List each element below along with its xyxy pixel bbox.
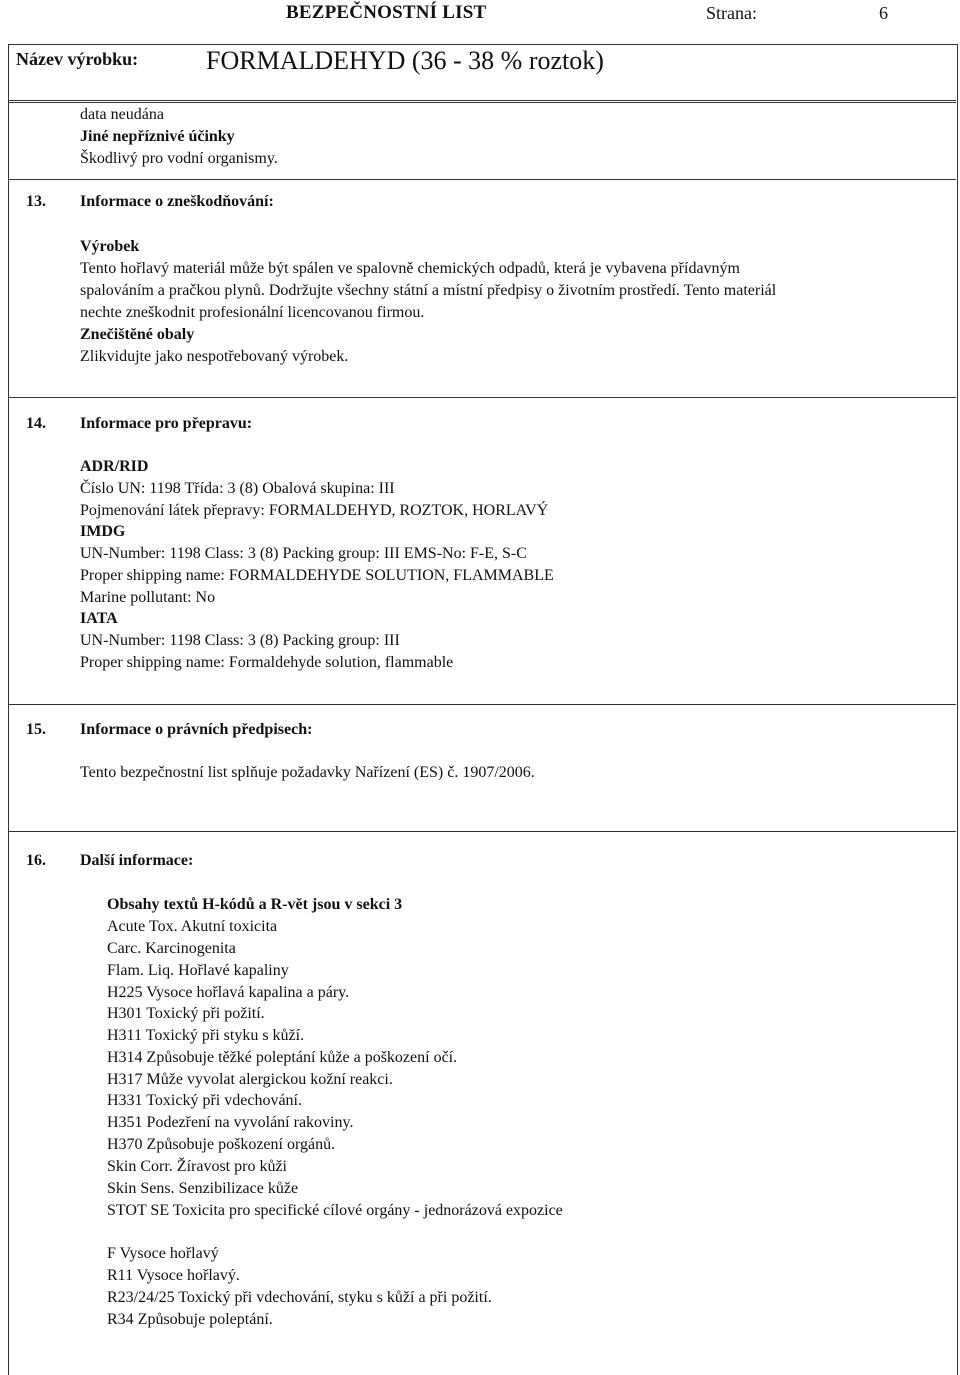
section-15-title: Informace o právních předpisech: [80, 721, 313, 738]
section-15-number: 15. [26, 721, 46, 738]
list-item: R34 Způsobuje poleptání. [107, 1311, 273, 1328]
section-13-line: Zlikvidujte jako nespotřebovaný výrobek. [80, 348, 349, 365]
list-item: H331 Toxický při vdechování. [107, 1092, 302, 1109]
section-13-line: spalováním a pračkou plynů. Dodržujte všechny státní a místní předpisy o životním prostředí. Tento materiál [80, 282, 777, 299]
list-item: STOT SE Toxicita pro specifické cílové orgány - jednorázová expozice [107, 1202, 563, 1219]
section-divider [8, 397, 956, 398]
iata-line: UN-Number: 1198 Class: 3 (8) Packing group: III [80, 632, 400, 649]
list-item: R23/24/25 Toxický při vdechování, styku s kůží a při požití. [107, 1289, 492, 1306]
imdg-heading: IMDG [80, 523, 126, 540]
list-item: H311 Toxický při styku s kůží. [107, 1027, 305, 1044]
product-name: FORMALDEHYD (36 - 38 % roztok) [206, 46, 604, 75]
section-16-subheading: Obsahy textů H-kódů a R-vět jsou v sekci 3 [107, 896, 403, 913]
section-15-line: Tento bezpečnostní list splňuje požadavky Nařízení (ES) č. 1907/2006. [80, 764, 535, 781]
intro-line: Škodlivý pro vodní organismy. [80, 150, 278, 167]
intro-line: data neudána [80, 106, 164, 123]
product-label: Název výrobku: [16, 49, 139, 69]
document-title: BEZPEČNOSTNÍ LIST [286, 2, 487, 23]
section-divider [8, 704, 956, 705]
section-13-line: Tento hořlavý materiál může být spálen ve spalovně chemických odpadů, která je vybavena přídavným [80, 260, 740, 277]
section-14-title: Informace pro přepravu: [80, 415, 253, 432]
section-16-title: Další informace: [80, 852, 194, 869]
list-item: Skin Corr. Žíravost pro kůži [107, 1158, 287, 1175]
list-item: H301 Toxický při požití. [107, 1005, 265, 1022]
section-13-title: Informace o zneškodňování: [80, 193, 274, 210]
list-item: H351 Podezření na vyvolání rakoviny. [107, 1114, 354, 1131]
section-divider [8, 831, 956, 832]
list-item: Carc. Karcinogenita [107, 940, 236, 957]
list-item: H317 Může vyvolat alergickou kožní reakci. [107, 1071, 393, 1088]
page-number: 6 [879, 3, 888, 23]
product-header-row [8, 44, 956, 103]
iata-line: Proper shipping name: Formaldehyde solution, flammable [80, 654, 454, 671]
intro-heading: Jiné nepříznivé účinky [80, 128, 235, 145]
adr-line: Pojmenování látek přepravy: FORMALDEHYD, ROZTOK, HORLAVÝ [80, 502, 549, 519]
list-item: Skin Sens. Senzibilizace kůže [107, 1180, 299, 1197]
list-item: H225 Vysoce hořlavá kapalina a páry. [107, 984, 350, 1001]
section-13-number: 13. [26, 193, 46, 210]
section-divider [8, 179, 956, 180]
list-item: H370 Způsobuje poškození orgánů. [107, 1136, 336, 1153]
section-13-subheading: Výrobek [80, 238, 140, 255]
list-item: H314 Způsobuje těžké poleptání kůže a poškození očí. [107, 1049, 458, 1066]
section-13-subheading: Znečištěné obaly [80, 326, 195, 343]
imdg-line: Marine pollutant: No [80, 589, 216, 606]
iata-heading: IATA [80, 610, 118, 627]
adr-line: Číslo UN: 1198 Třída: 3 (8) Obalová skupina: III [80, 480, 395, 497]
list-item: R11 Vysoce hořlavý. [107, 1267, 240, 1284]
list-item: Flam. Liq. Hořlavé kapaliny [107, 962, 289, 979]
list-item: Acute Tox. Akutní toxicita [107, 918, 278, 935]
page-label: Strana: [706, 3, 757, 23]
section-14-number: 14. [26, 415, 46, 432]
adr-heading: ADR/RID [80, 458, 149, 475]
section-16-number: 16. [26, 852, 46, 869]
imdg-line: UN-Number: 1198 Class: 3 (8) Packing group: III EMS-No: F-E, S-C [80, 545, 527, 562]
imdg-line: Proper shipping name: FORMALDEHYDE SOLUTION, FLAMMABLE [80, 567, 554, 584]
section-13-line: nechte zneškodnit profesionální licencovanou firmou. [80, 304, 425, 321]
list-item: F Vysoce hořlavý [107, 1245, 219, 1262]
